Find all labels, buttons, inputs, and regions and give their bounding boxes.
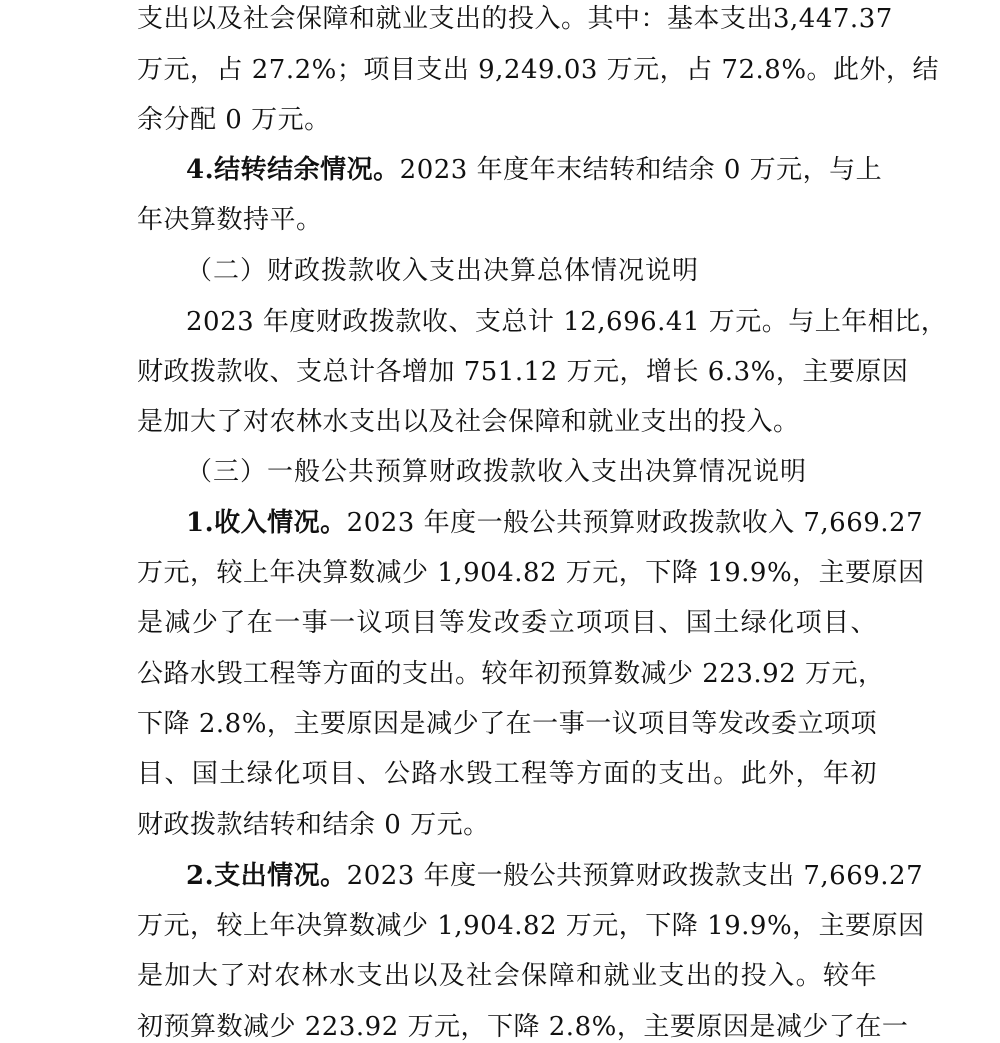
line-text: 目、国土绿化项目、公路水毁工程等方面的支出。此外，年初: [137, 759, 877, 789]
line-text: 2023 年度一般公共预算财政拨款支出 7,669.27: [346, 861, 924, 891]
line-text: 财政拨款结转和结余 0 万元。: [137, 810, 490, 840]
line-text: 年决算数持平。: [137, 205, 323, 235]
line-text: 公路水毁工程等方面的支出。较年初预算数减少 223.92 万元，: [137, 659, 885, 689]
subsection-heading: 1.收入情况。: [186, 508, 347, 538]
subsection-heading: 4.结转结余情况。: [186, 155, 400, 185]
paragraph-line: [137, 911, 925, 941]
line-text: 是加大了对农林水支出以及社会保障和就业支出的投入。: [137, 407, 800, 437]
line-text: 2023 年度财政拨款收、支总计 12,696.41 万元。与上年相比，: [186, 307, 948, 337]
section-heading-text: （二）财政拨款收入支出决算总体情况说明: [186, 256, 700, 286]
paragraph-line: [137, 55, 940, 85]
line-text: 初预算数减少 223.92 万元，下降 2.8%，主要原因是减少了在一: [137, 1012, 909, 1042]
section-heading: [186, 256, 926, 286]
line-text: 下降 2.8%，主要原因是减少了在一事一议项目等发改委立项项: [137, 709, 877, 739]
line-text: 万元，占 27.2%；项目支出 9,249.03 万元，占 72.8%。此外，结: [137, 55, 940, 85]
paragraph-line: [137, 407, 877, 437]
line-text: 支出以及社会保障和就业支出的投入。其中：基本支出3,447.37: [137, 4, 893, 34]
paragraph-line: [137, 105, 877, 135]
paragraph-line: [137, 558, 925, 588]
line-text: 万元，较上年决算数减少 1,904.82 万元，下降 19.9%，主要原因: [137, 558, 925, 588]
paragraph-line: [137, 810, 877, 840]
paragraph-line: [137, 608, 877, 638]
paragraph-line: [137, 659, 885, 689]
paragraph-line: [137, 961, 877, 991]
subsection-heading: 2.支出情况。: [186, 861, 347, 891]
section-heading: [186, 457, 926, 487]
paragraph-line: [186, 307, 948, 337]
line-text: 财政拨款收、支总计各增加 751.12 万元，增长 6.3%，主要原因: [137, 357, 909, 387]
paragraph-line: [137, 759, 877, 789]
paragraph-line: [137, 357, 909, 387]
section-heading-text: （三）一般公共预算财政拨款收入支出决算情况说明: [186, 457, 808, 487]
paragraph-line: [186, 861, 924, 891]
line-text: 2023 年度一般公共预算财政拨款收入 7,669.27: [346, 508, 924, 538]
paragraph-line: [137, 1012, 909, 1042]
paragraph-line: [137, 205, 877, 235]
line-text: 万元，较上年决算数减少 1,904.82 万元，下降 19.9%，主要原因: [137, 911, 925, 941]
line-text: 是减少了在一事一议项目等发改委立项项目、国土绿化项目、: [137, 608, 877, 638]
paragraph-line: [137, 4, 893, 34]
line-text: 2023 年度年末结转和结余 0 万元，与上: [399, 155, 883, 185]
paragraph-line: [186, 155, 883, 185]
paragraph-line: [186, 508, 924, 538]
line-text: 余分配 0 万元。: [137, 105, 331, 135]
line-text: 是加大了对农林水支出以及社会保障和就业支出的投入。较年: [137, 961, 877, 991]
paragraph-line: [137, 709, 877, 739]
